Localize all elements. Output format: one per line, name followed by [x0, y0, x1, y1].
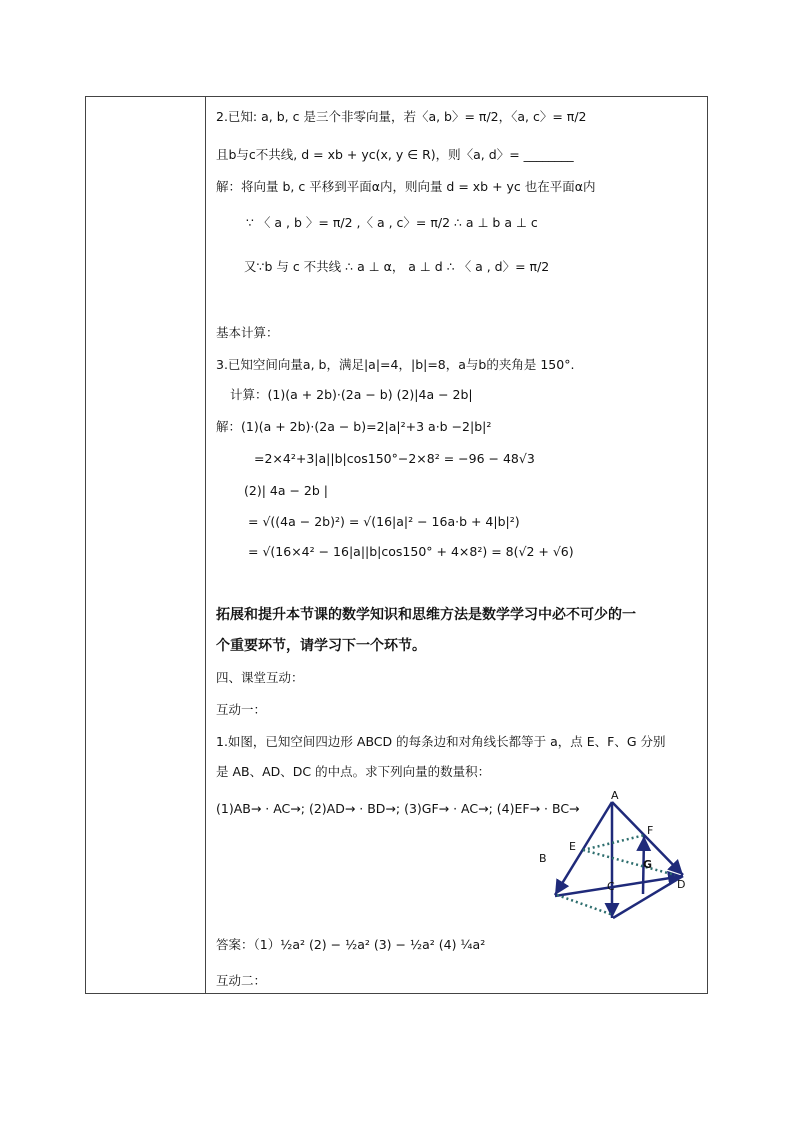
- segment-ef: [583, 835, 645, 850]
- solution-3-line-1: 解：(1)(a + 2b)·(2a − b)=2|a|²+3 a·b −2|b|²: [216, 419, 492, 434]
- label-e: E: [569, 840, 576, 853]
- label-a: A: [611, 790, 619, 802]
- edge-ab: [555, 802, 612, 895]
- interaction-2-heading: 互动二：: [216, 973, 267, 988]
- solution-2-line-3: 又∵b 与 c 不共线 ∴ a ⊥ α， a ⊥ d ∴ 〈 a , d〉= π/2: [244, 259, 550, 274]
- section-interaction: 四、课堂互动：: [216, 670, 304, 685]
- label-c: C: [607, 880, 615, 893]
- label-d: D: [677, 878, 686, 891]
- problem-3-line-1: 3.已知空间向量a, b，满足|a|=4，|b|=8，a与b的夹角是 150°.: [216, 357, 575, 372]
- problem-2-line-1: 2.已知: a, b, c 是三个非零向量，若〈a, b〉= π/2，〈a, c〉= π/2: [216, 109, 587, 124]
- transition-line-1: 拓展和提升本节课的数学知识和思维方法是数学学习中必不可少的一: [216, 607, 636, 623]
- edge-bd: [555, 876, 686, 896]
- solution-3-line-5: = √(16×4² − 16|a||b|cos150° + 4×8²) = 8(√2 + √6): [248, 544, 574, 559]
- solution-2-line-2: ∵ 〈 a , b 〉= π/2 ,〈 a , c〉= π/2 ∴ a ⊥ b a ⊥ c: [246, 215, 538, 230]
- section-basic-calc: 基本计算：: [216, 325, 279, 340]
- problem-3-line-2: 计算：(1)(a + 2b)·(2a − b) (2)|4a − 2b|: [230, 387, 473, 402]
- label-b: B: [539, 852, 547, 865]
- transition-line-2: 个重要环节，请学习下一个环节。: [216, 638, 426, 654]
- interaction-1-questions: (1)AB→ · AC→; (2)AD→ · BD→; (3)GF→ · AC→; (4)EF→ · BC→: [216, 801, 580, 816]
- segment-bc: [557, 895, 613, 915]
- interaction-1-heading: 互动一：: [216, 702, 267, 717]
- solution-3-line-3: (2)| 4a − 2b |: [244, 483, 328, 498]
- solution-3-line-2: =2×4²+3|a||b|cos150°−2×8² = −96 − 48√3: [254, 451, 535, 466]
- solution-3-line-4: = √((4a − 2b)²) = √(16|a|² − 16a·b + 4|b|²): [248, 514, 520, 529]
- tetrahedron-figure: [535, 790, 695, 930]
- interaction-1-line-1: 1.如图，已知空间四边形 ABCD 的每条边和对角线长都等于 a，点 E、F、G 分别: [216, 734, 666, 749]
- solution-2-line-1: 解：将向量 b, c 平移到平面α内，则向量 d = xb + yc 也在平面α内: [216, 179, 596, 194]
- label-g: G: [643, 858, 653, 871]
- interaction-1-line-2: 是 AB、AD、DC 的中点。求下列向量的数量积：: [216, 764, 491, 779]
- answers-line: 答案：（1）½a² (2) − ½a² (3) − ½a² (4) ¼a²: [216, 937, 486, 952]
- label-f: F: [647, 824, 654, 837]
- problem-2-line-2: 且b与c不共线, d = xb + yc(x, y ∈ R)，则〈a, d〉= ________: [216, 147, 574, 162]
- column-divider: [205, 96, 206, 994]
